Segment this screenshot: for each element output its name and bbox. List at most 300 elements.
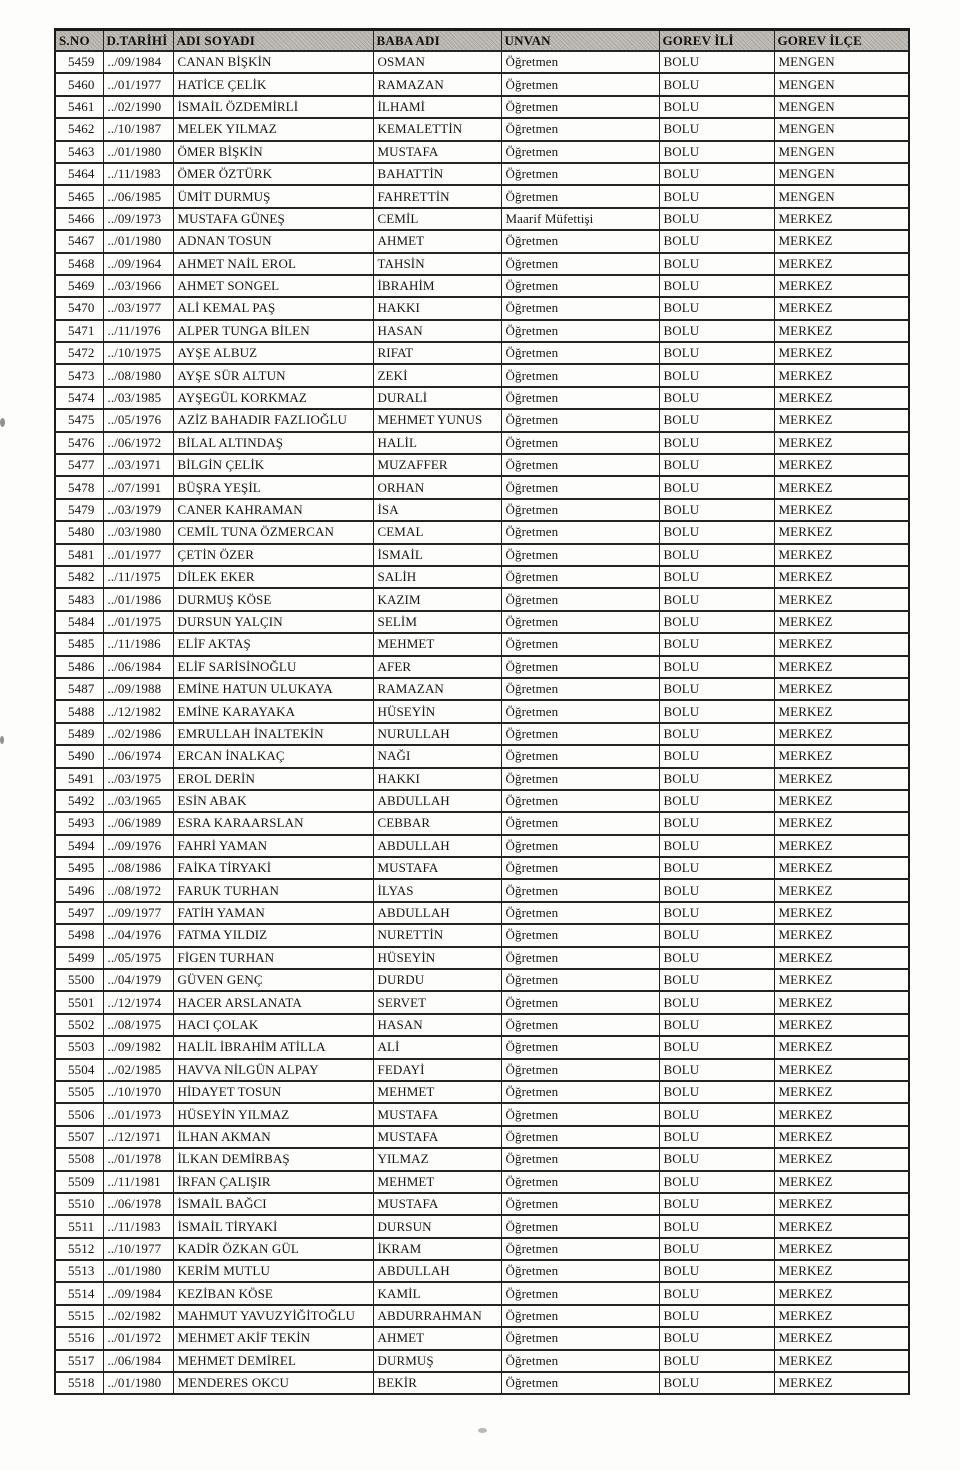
- table-cell: BOLU: [659, 208, 774, 230]
- table-cell: KERİM MUTLU: [173, 1260, 373, 1282]
- table-cell: MERKEZ: [774, 633, 909, 655]
- table-cell: 5459: [55, 51, 103, 73]
- table-row: [55, 723, 909, 745]
- table-cell: Öğretmen: [501, 521, 659, 543]
- table-cell: KEMALETTİN: [373, 118, 501, 140]
- table-cell: BOLU: [659, 656, 774, 678]
- table-cell: ../01/1980: [103, 230, 173, 252]
- table-cell: 5464: [55, 163, 103, 185]
- table-cell: MEHMET AKİF TEKİN: [173, 1327, 373, 1349]
- header-cell: S.NO: [55, 30, 103, 52]
- table-cell: 5508: [55, 1148, 103, 1170]
- table-cell: AHMET: [373, 230, 501, 252]
- table-cell: ../05/1975: [103, 947, 173, 969]
- table-cell: 5511: [55, 1215, 103, 1237]
- table-cell: MERKEZ: [774, 1148, 909, 1170]
- table-cell: EMİNE HATUN ULUKAYA: [173, 678, 373, 700]
- table-cell: 5500: [55, 969, 103, 991]
- table-row: [55, 275, 909, 297]
- table-row: [55, 1148, 909, 1170]
- header-cell: GOREV İLÇE: [774, 30, 909, 52]
- table-cell: MERKEZ: [774, 745, 909, 767]
- table-cell: MERKEZ: [774, 1238, 909, 1260]
- table-row: [55, 1036, 909, 1058]
- table-cell: BOLU: [659, 745, 774, 767]
- table-cell: BOLU: [659, 1148, 774, 1170]
- personnel-table: [54, 28, 910, 1395]
- table-row: [55, 409, 909, 431]
- table-cell: ../10/1987: [103, 118, 173, 140]
- table-cell: İBRAHİM: [373, 275, 501, 297]
- table-cell: MERKEZ: [774, 499, 909, 521]
- table-cell: HAKKI: [373, 297, 501, 319]
- table-cell: FAİKA TİRYAKİ: [173, 857, 373, 879]
- table-cell: MERKEZ: [774, 969, 909, 991]
- table-cell: ../01/1973: [103, 1103, 173, 1125]
- table-cell: OSMAN: [373, 51, 501, 73]
- table-cell: Öğretmen: [501, 924, 659, 946]
- table-cell: MAHMUT YAVUZYİĞİTOĞLU: [173, 1305, 373, 1327]
- table-row: [55, 700, 909, 722]
- table-cell: Öğretmen: [501, 1215, 659, 1237]
- table-cell: ÜMİT DURMUŞ: [173, 185, 373, 207]
- table-cell: BOLU: [659, 835, 774, 857]
- table-cell: MENGEN: [774, 141, 909, 163]
- table-cell: ../02/1990: [103, 96, 173, 118]
- table-cell: 5494: [55, 835, 103, 857]
- table-cell: ../03/1979: [103, 499, 173, 521]
- table-cell: CEMAL: [373, 521, 501, 543]
- table-cell: KAZIM: [373, 588, 501, 610]
- table-cell: 5471: [55, 320, 103, 342]
- table-cell: HİDAYET TOSUN: [173, 1081, 373, 1103]
- table-cell: BOLU: [659, 969, 774, 991]
- table-cell: 5460: [55, 73, 103, 95]
- table-cell: FİGEN TURHAN: [173, 947, 373, 969]
- table-cell: ABDULLAH: [373, 790, 501, 812]
- table-cell: AHMET SONGEL: [173, 275, 373, 297]
- table-cell: ERCAN İNALKAÇ: [173, 745, 373, 767]
- table-cell: MERKEZ: [774, 768, 909, 790]
- table-cell: BOLU: [659, 678, 774, 700]
- table-cell: MERKEZ: [774, 253, 909, 275]
- table-cell: MENGEN: [774, 118, 909, 140]
- table-cell: BOLU: [659, 947, 774, 969]
- table-cell: CEBBAR: [373, 812, 501, 834]
- table-cell: 5499: [55, 947, 103, 969]
- table-cell: RAMAZAN: [373, 678, 501, 700]
- table-cell: 5465: [55, 185, 103, 207]
- table-cell: 5493: [55, 812, 103, 834]
- table-cell: İRFAN ÇALIŞIR: [173, 1171, 373, 1193]
- table-cell: 5482: [55, 566, 103, 588]
- table-cell: ../01/1975: [103, 611, 173, 633]
- table-cell: ADNAN TOSUN: [173, 230, 373, 252]
- table-cell: MERKEZ: [774, 275, 909, 297]
- table-cell: MERKEZ: [774, 566, 909, 588]
- table-cell: ../10/1975: [103, 342, 173, 364]
- table-cell: MERKEZ: [774, 1103, 909, 1125]
- table-row: [55, 73, 909, 95]
- table-row: [55, 835, 909, 857]
- table-cell: BOLU: [659, 1282, 774, 1304]
- table-cell: EMRULLAH İNALTEKİN: [173, 723, 373, 745]
- table-cell: ../10/1977: [103, 1238, 173, 1260]
- table-cell: CANER KAHRAMAN: [173, 499, 373, 521]
- table-cell: BOLU: [659, 723, 774, 745]
- header-cell: UNVAN: [501, 30, 659, 52]
- table-cell: AFER: [373, 656, 501, 678]
- table-cell: ../06/1984: [103, 1350, 173, 1372]
- table-cell: ALİ: [373, 1036, 501, 1058]
- table-cell: MERKEZ: [774, 1260, 909, 1282]
- table-cell: TAHSİN: [373, 253, 501, 275]
- table-cell: ÖMER BİŞKİN: [173, 141, 373, 163]
- table-cell: ../09/1976: [103, 835, 173, 857]
- table-cell: BOLU: [659, 432, 774, 454]
- table-cell: Öğretmen: [501, 544, 659, 566]
- table-cell: BOLU: [659, 611, 774, 633]
- table-cell: BOLU: [659, 1081, 774, 1103]
- table-cell: MERKEZ: [774, 879, 909, 901]
- table-row: [55, 633, 909, 655]
- table-cell: MENGEN: [774, 73, 909, 95]
- table-cell: 5513: [55, 1260, 103, 1282]
- table-cell: Öğretmen: [501, 1059, 659, 1081]
- table-cell: Öğretmen: [501, 857, 659, 879]
- table-cell: DURALİ: [373, 387, 501, 409]
- table-cell: Öğretmen: [501, 1372, 659, 1394]
- table-cell: MERKEZ: [774, 1014, 909, 1036]
- table-cell: RIFAT: [373, 342, 501, 364]
- table-row: [55, 1059, 909, 1081]
- table-cell: MUSTAFA: [373, 1126, 501, 1148]
- table-cell: ../05/1976: [103, 409, 173, 431]
- header-cell: ADI SOYADI: [173, 30, 373, 52]
- table-cell: BOLU: [659, 185, 774, 207]
- table-cell: ../01/1986: [103, 588, 173, 610]
- table-cell: BOLU: [659, 879, 774, 901]
- table-cell: İLHAN AKMAN: [173, 1126, 373, 1148]
- table-cell: MERKEZ: [774, 723, 909, 745]
- table-row: [55, 1193, 909, 1215]
- table-cell: NURETTİN: [373, 924, 501, 946]
- table-cell: Öğretmen: [501, 723, 659, 745]
- table-cell: ../09/1988: [103, 678, 173, 700]
- table-cell: BOLU: [659, 1327, 774, 1349]
- table-row: [55, 342, 909, 364]
- table-cell: AYŞE SÜR ALTUN: [173, 364, 373, 386]
- table-cell: ESRA KARAARSLAN: [173, 812, 373, 834]
- table-row: [55, 879, 909, 901]
- table-row: [55, 432, 909, 454]
- table-cell: 5463: [55, 141, 103, 163]
- table-cell: AHMET: [373, 1327, 501, 1349]
- table-cell: 5480: [55, 521, 103, 543]
- table-cell: Öğretmen: [501, 1126, 659, 1148]
- table-cell: BOLU: [659, 566, 774, 588]
- table-cell: BİLGİN ÇELİK: [173, 454, 373, 476]
- table-cell: ABDULLAH: [373, 835, 501, 857]
- table-cell: ../12/1971: [103, 1126, 173, 1148]
- table-row: [55, 790, 909, 812]
- table-cell: Öğretmen: [501, 1282, 659, 1304]
- table-cell: İSMAİL BAĞCI: [173, 1193, 373, 1215]
- table-cell: İSMAİL: [373, 544, 501, 566]
- table-cell: ../04/1979: [103, 969, 173, 991]
- table-row: [55, 163, 909, 185]
- table-row: [55, 1215, 909, 1237]
- table-cell: ../06/1972: [103, 432, 173, 454]
- table-cell: BEKİR: [373, 1372, 501, 1394]
- table-cell: Öğretmen: [501, 969, 659, 991]
- table-row: [55, 678, 909, 700]
- table-cell: BİLAL ALTINDAŞ: [173, 432, 373, 454]
- table-cell: ../12/1974: [103, 991, 173, 1013]
- table-cell: 5487: [55, 678, 103, 700]
- table-row: [55, 588, 909, 610]
- table-cell: BOLU: [659, 1372, 774, 1394]
- table-cell: 5495: [55, 857, 103, 879]
- table-cell: Öğretmen: [501, 1260, 659, 1282]
- table-cell: 5507: [55, 1126, 103, 1148]
- table-cell: FEDAYİ: [373, 1059, 501, 1081]
- table-cell: İSMAİL ÖZDEMİRLİ: [173, 96, 373, 118]
- table-cell: Maarif Müfettişi: [501, 208, 659, 230]
- table-cell: 5509: [55, 1171, 103, 1193]
- scan-artifact: [0, 418, 5, 427]
- table-cell: MUSTAFA GÜNEŞ: [173, 208, 373, 230]
- table-cell: BOLU: [659, 1193, 774, 1215]
- table-cell: MUSTAFA: [373, 141, 501, 163]
- table-cell: MEHMET: [373, 1081, 501, 1103]
- table-cell: ../11/1983: [103, 163, 173, 185]
- table-cell: Öğretmen: [501, 364, 659, 386]
- table-cell: ../11/1981: [103, 1171, 173, 1193]
- table-cell: ../06/1984: [103, 656, 173, 678]
- table-cell: HÜSEYİN: [373, 947, 501, 969]
- table-cell: 5461: [55, 96, 103, 118]
- table-cell: DURMUŞ: [373, 1350, 501, 1372]
- table-cell: MERKEZ: [774, 1327, 909, 1349]
- table-cell: CEMİL TUNA ÖZMERCAN: [173, 521, 373, 543]
- table-cell: İLHAMİ: [373, 96, 501, 118]
- table-cell: MERKEZ: [774, 476, 909, 498]
- table-cell: MUSTAFA: [373, 1103, 501, 1125]
- table-cell: BOLU: [659, 96, 774, 118]
- table-cell: MERKEZ: [774, 857, 909, 879]
- table-cell: MERKEZ: [774, 544, 909, 566]
- table-cell: MERKEZ: [774, 835, 909, 857]
- table-cell: MEHMET: [373, 1171, 501, 1193]
- table-row: [55, 745, 909, 767]
- table-cell: BOLU: [659, 1305, 774, 1327]
- table-cell: ALPER TUNGA BİLEN: [173, 320, 373, 342]
- table-cell: ../11/1983: [103, 1215, 173, 1237]
- table-cell: BOLU: [659, 1059, 774, 1081]
- table-cell: ../03/1975: [103, 768, 173, 790]
- table-cell: ../01/1977: [103, 544, 173, 566]
- table-cell: ../03/1971: [103, 454, 173, 476]
- table-cell: FAHRİ YAMAN: [173, 835, 373, 857]
- table-cell: BOLU: [659, 253, 774, 275]
- table-row: [55, 1282, 909, 1304]
- table-cell: ../12/1982: [103, 700, 173, 722]
- table-cell: HALİL: [373, 432, 501, 454]
- table-cell: DURSUN: [373, 1215, 501, 1237]
- table-cell: MERKEZ: [774, 588, 909, 610]
- table-cell: 5504: [55, 1059, 103, 1081]
- table-cell: MEHMET DEMİREL: [173, 1350, 373, 1372]
- table-cell: Öğretmen: [501, 678, 659, 700]
- table-cell: CANAN BİŞKİN: [173, 51, 373, 73]
- table-cell: ÇETİN ÖZER: [173, 544, 373, 566]
- table-cell: MERKEZ: [774, 387, 909, 409]
- table-cell: ../02/1986: [103, 723, 173, 745]
- table-cell: ../11/1976: [103, 320, 173, 342]
- table-cell: BOLU: [659, 320, 774, 342]
- table-cell: Öğretmen: [501, 1014, 659, 1036]
- table-cell: 5472: [55, 342, 103, 364]
- table-cell: Öğretmen: [501, 1036, 659, 1058]
- table-cell: MEHMET YUNUS: [373, 409, 501, 431]
- table-cell: 5466: [55, 208, 103, 230]
- table-cell: KADİR ÖZKAN GÜL: [173, 1238, 373, 1260]
- table-cell: DURDU: [373, 969, 501, 991]
- table-row: [55, 947, 909, 969]
- table-cell: 5476: [55, 432, 103, 454]
- table-cell: MERKEZ: [774, 454, 909, 476]
- table-cell: ../06/1974: [103, 745, 173, 767]
- table-cell: MERKEZ: [774, 521, 909, 543]
- table-cell: MERKEZ: [774, 1193, 909, 1215]
- table-row: [55, 1260, 909, 1282]
- table-row: [55, 1081, 909, 1103]
- table-cell: BOLU: [659, 230, 774, 252]
- table-cell: Öğretmen: [501, 902, 659, 924]
- table-cell: BOLU: [659, 454, 774, 476]
- table-cell: Öğretmen: [501, 768, 659, 790]
- table-cell: ../02/1982: [103, 1305, 173, 1327]
- table-cell: BÜŞRA YEŞİL: [173, 476, 373, 498]
- table-cell: SERVET: [373, 991, 501, 1013]
- table-row: [55, 476, 909, 498]
- table-cell: AZİZ BAHADIR FAZLIOĞLU: [173, 409, 373, 431]
- table-cell: ../01/1972: [103, 1327, 173, 1349]
- table-cell: Öğretmen: [501, 947, 659, 969]
- table-cell: MERKEZ: [774, 611, 909, 633]
- table-cell: Öğretmen: [501, 387, 659, 409]
- table-cell: KEZİBAN KÖSE: [173, 1282, 373, 1304]
- table-cell: MERKEZ: [774, 1282, 909, 1304]
- table-cell: Öğretmen: [501, 1327, 659, 1349]
- table-cell: ABDULLAH: [373, 1260, 501, 1282]
- table-cell: Öğretmen: [501, 141, 659, 163]
- table-cell: 5518: [55, 1372, 103, 1394]
- table-row: [55, 611, 909, 633]
- table-cell: MERKEZ: [774, 656, 909, 678]
- table-cell: Öğretmen: [501, 633, 659, 655]
- table-cell: ../09/1964: [103, 253, 173, 275]
- table-cell: Öğretmen: [501, 1350, 659, 1372]
- table-cell: Öğretmen: [501, 409, 659, 431]
- table-row: [55, 1238, 909, 1260]
- table-row: [55, 499, 909, 521]
- table-cell: 5517: [55, 1350, 103, 1372]
- table-row: [55, 544, 909, 566]
- table-cell: HALİL İBRAHİM ATİLLA: [173, 1036, 373, 1058]
- table-cell: MERKEZ: [774, 1059, 909, 1081]
- header-cell: BABA ADI: [373, 30, 501, 52]
- table-cell: BOLU: [659, 297, 774, 319]
- table-cell: BOLU: [659, 163, 774, 185]
- table-cell: HAVVA NİLGÜN ALPAY: [173, 1059, 373, 1081]
- table-cell: 5485: [55, 633, 103, 655]
- table-cell: BOLU: [659, 857, 774, 879]
- table-cell: AHMET NAİL EROL: [173, 253, 373, 275]
- table-cell: ../06/1989: [103, 812, 173, 834]
- table-cell: 5477: [55, 454, 103, 476]
- table-cell: MERKEZ: [774, 1126, 909, 1148]
- table-cell: BOLU: [659, 790, 774, 812]
- table-cell: BOLU: [659, 700, 774, 722]
- table-cell: FAHRETTİN: [373, 185, 501, 207]
- table-cell: BOLU: [659, 387, 774, 409]
- table-cell: ../01/1978: [103, 1148, 173, 1170]
- table-cell: ESİN ABAK: [173, 790, 373, 812]
- table-row: [55, 454, 909, 476]
- table-cell: MERKEZ: [774, 700, 909, 722]
- table-cell: Öğretmen: [501, 1193, 659, 1215]
- table-cell: ../09/1977: [103, 902, 173, 924]
- table-cell: ../01/1980: [103, 141, 173, 163]
- table-cell: BOLU: [659, 544, 774, 566]
- table-cell: Öğretmen: [501, 879, 659, 901]
- table-cell: Öğretmen: [501, 611, 659, 633]
- table-cell: 5473: [55, 364, 103, 386]
- table-cell: 5488: [55, 700, 103, 722]
- table-cell: EMİNE KARAYAKA: [173, 700, 373, 722]
- table-row: [55, 768, 909, 790]
- table-cell: 5489: [55, 723, 103, 745]
- table-cell: YILMAZ: [373, 1148, 501, 1170]
- table-cell: 5491: [55, 768, 103, 790]
- table-row: [55, 857, 909, 879]
- table-cell: Öğretmen: [501, 432, 659, 454]
- table-cell: MERKEZ: [774, 1305, 909, 1327]
- table-cell: ../11/1986: [103, 633, 173, 655]
- table-cell: ABDURRAHMAN: [373, 1305, 501, 1327]
- table-cell: FATMA YILDIZ: [173, 924, 373, 946]
- table-row: [55, 208, 909, 230]
- table-cell: ORHAN: [373, 476, 501, 498]
- table-cell: MERKEZ: [774, 678, 909, 700]
- table-cell: 5505: [55, 1081, 103, 1103]
- table-cell: MELEK YILMAZ: [173, 118, 373, 140]
- table-cell: Öğretmen: [501, 1081, 659, 1103]
- table-cell: Öğretmen: [501, 342, 659, 364]
- table-cell: BAHATTİN: [373, 163, 501, 185]
- table-cell: BOLU: [659, 73, 774, 95]
- table-cell: DURSUN YALÇIN: [173, 611, 373, 633]
- table-cell: ../11/1975: [103, 566, 173, 588]
- table-header-row: [55, 30, 909, 52]
- table-cell: 5514: [55, 1282, 103, 1304]
- table-cell: BOLU: [659, 141, 774, 163]
- table-cell: Öğretmen: [501, 73, 659, 95]
- table-cell: BOLU: [659, 588, 774, 610]
- table-row: [55, 521, 909, 543]
